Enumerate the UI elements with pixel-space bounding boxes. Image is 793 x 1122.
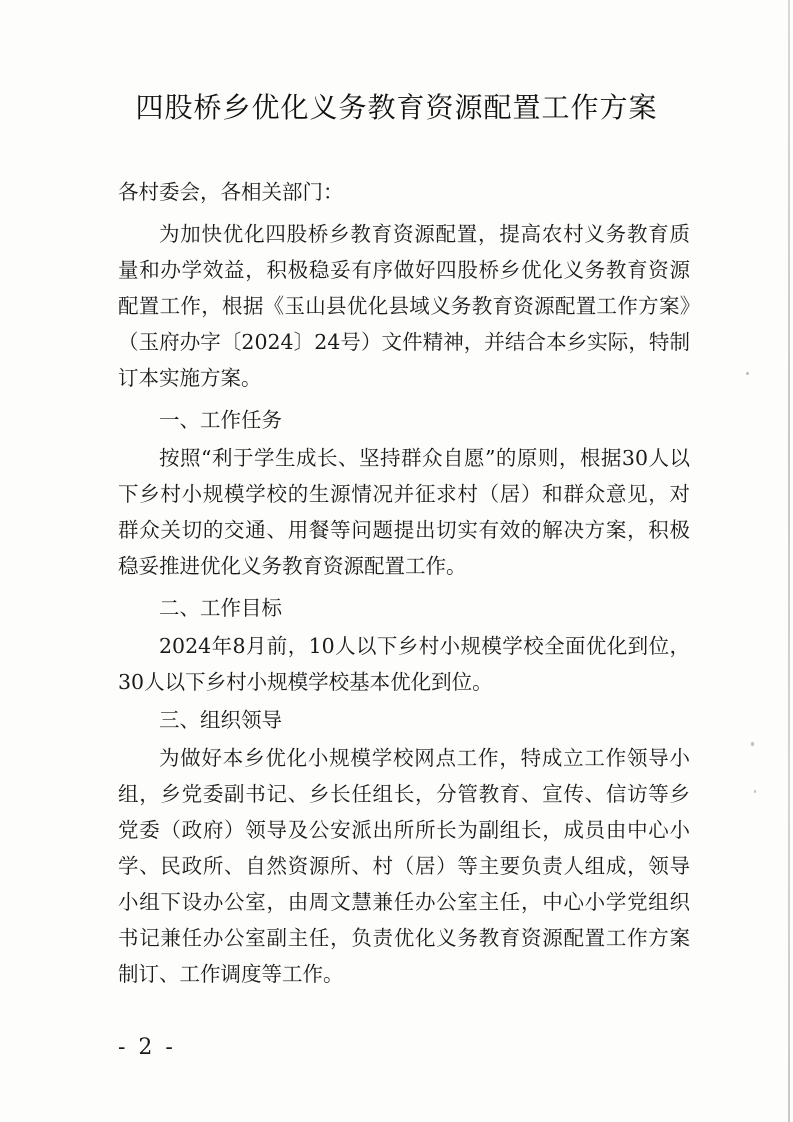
- section-heading-tasks: 一、工作任务: [159, 408, 282, 432]
- section-body-leadership: 为做好本乡优化小规模学校网点工作，特成立工作领导小组，乡党委副书记、乡长任组长，分管教育、宣传、信访等乡党委（政府）领导及公安派出所所长为副组长，成员由中心小学、民政所、自然资源所、村（居）等主要负责人组成，领导小组下设办公室，由周文慧兼任办公室主任，中心小学党组织书记兼任办公室副主任，负责优化义务教育资源配置工作方案制订、工作调度等工作。: [118, 746, 690, 986]
- scan-speck: [751, 742, 754, 746]
- scan-edge-shadow: [788, 0, 790, 1122]
- intro-paragraph: 为加快优化四股桥乡教育资源配置，提高农村义务教育质量和办学效益，积极稳妥有序做好四股桥乡优化义务教育资源配置工作，根据《玉山县优化县域义务教育资源配置工作方案》（玉府办字〔2024〕24号）文件精神，并结合本乡实际，特制订本实施方案。: [118, 222, 690, 390]
- page-number: - 2 -: [118, 1035, 176, 1060]
- section-body-tasks: 按照“利于学生成长、坚持群众自愿”的原则，根据30人以下乡村小规模学校的生源情况并征求村（居）和群众意见，对群众关切的交通、用餐等问题提出切实有效的解决方案，积极稳妥推进优化义务教育资源配置工作。: [118, 446, 690, 578]
- salutation: 各村委会，各相关部门：: [118, 180, 344, 204]
- section-body-goals: 2024年8月前，10人以下乡村小规模学校全面优化到位，30人以下乡村小规模学校基本优化到位。: [118, 634, 690, 694]
- section-heading-goals: 二、工作目标: [159, 596, 282, 620]
- page-title: 四股桥乡优化义务教育资源配置工作方案: [135, 91, 658, 124]
- section-heading-leadership: 三、组织领导: [159, 708, 282, 732]
- scan-speck: [746, 372, 749, 375]
- scan-speck: [754, 790, 756, 793]
